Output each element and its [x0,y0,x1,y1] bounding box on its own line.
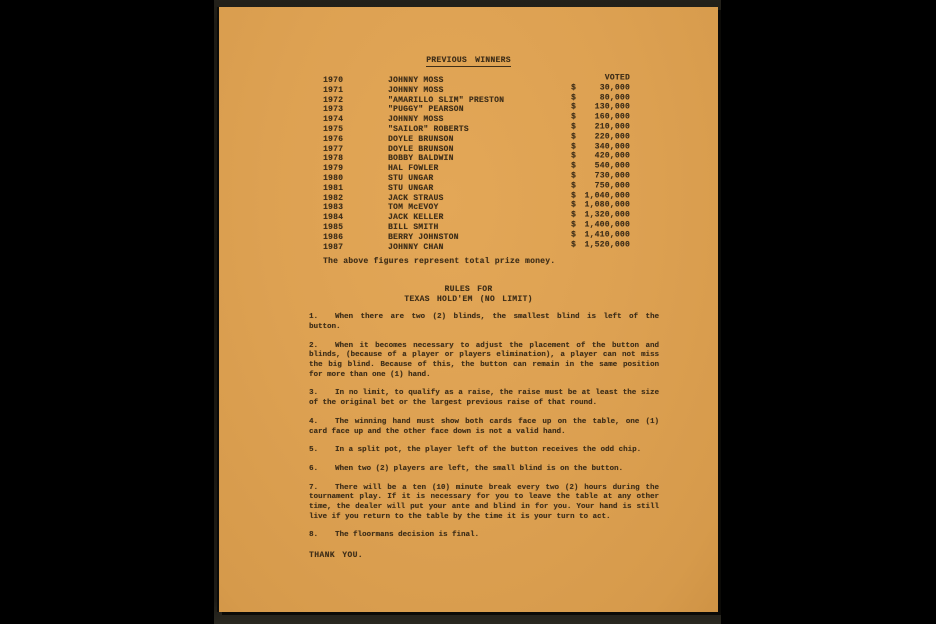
winner-row [219,171,718,184]
winner-name: BERRY JOHNSTON [388,232,459,242]
winner-row [219,132,718,145]
rule-item [309,313,659,332]
winner-year: 1983 [323,203,344,213]
winner-name: BOBBY BALDWIN [388,154,454,164]
winner-year: 1973 [323,105,344,115]
rule-item [309,465,659,475]
rule-text: There will be a ten (10) minute break every two (2) hours during the tournament play. If it is necessary for you to leave the table at any other time, the dealer will put your ante and blind in for you. Your hand is still live if you return to the table by the time it is your turn to act. [309,483,659,521]
winner-amount: 80,000 [599,93,630,103]
winner-row [219,220,718,233]
winner-amount: 210,000 [594,122,630,132]
rule-text: The floormans decision is final. [335,531,480,540]
winner-name: DOYLE BRUNSON [388,134,454,144]
winner-dollar: $ [571,122,577,132]
rule-item [309,389,659,408]
winner-amount: 130,000 [594,102,630,112]
winner-row [219,151,718,164]
winner-amount: 1,080,000 [584,200,630,210]
rule-text: When two (2) players are left, the small blind is on the button. [335,464,624,473]
winner-year: 1981 [323,183,344,193]
winner-amount: 1,410,000 [584,230,630,240]
winner-name: JOHNNY CHAN [388,242,444,252]
winner-dollar [571,74,584,84]
winner-row [219,161,718,174]
winner-year: 1984 [323,213,344,223]
rules-list [309,313,659,541]
winner-name: JOHNNY MOSS [388,85,444,95]
winner-year: 1978 [323,154,344,164]
winner-row [219,230,718,243]
winner-dollar: $ [571,151,577,161]
winner-row [219,181,718,194]
winner-dollar: $ [571,83,577,93]
winner-year: 1982 [323,193,344,203]
winner-amount: 750,000 [594,181,630,191]
winners-table [219,73,718,252]
rule-text: In no limit, to qualify as a raise, the raise must be at least the size of the original bet or the largest previous raise of that round. [309,389,659,408]
rule-text: When there are two (2) blinds, the smallest blind is left of the button. [309,313,659,331]
winner-name: "PUGGY" PEARSON [388,105,464,115]
closing-text: THANK YOU. [309,551,364,561]
winner-row [219,73,718,86]
rule-number: 8. [309,531,319,540]
winner-row [219,191,718,204]
winner-name: HAL FOWLER [388,164,439,174]
winner-name: STU UNGAR [388,173,434,183]
winner-row [219,83,718,96]
winner-name: TOM McEVOY [388,203,439,213]
winner-name: "AMARILLO SLIM" PRESTON [388,95,505,105]
winner-amount: 1,320,000 [584,210,630,220]
rule-text: In a split pot, the player left of the button receives the odd chip. [335,446,642,455]
rule-text: When it becomes necessary to adjust the placement of the button and blinds, (because of a player or players elimination), a player can not miss the big blind. Because of this, the button can remain in the same position for more than one (1) hand. [309,341,659,379]
winner-amount: 1,400,000 [584,220,630,230]
winner-dollar: $ [571,93,577,103]
winner-year: 1971 [323,85,344,95]
winner-name: DOYLE BRUNSON [388,144,454,154]
winner-amount: 420,000 [594,151,630,161]
rule-number: 5. [309,446,319,455]
winner-amount: 220,000 [594,132,630,142]
document-page [219,7,718,612]
rules-title-line1: RULES FOR [444,285,493,295]
winner-name: JACK KELLER [388,213,444,223]
winner-dollar: $ [571,171,577,181]
page-title: PREVIOUS WINNERS [426,56,511,65]
winner-dollar: $ [571,181,577,191]
winner-amount: 540,000 [594,161,630,171]
winner-year: 1970 [323,76,344,85]
winner-name: JOHNNY MOSS [388,115,444,125]
rule-number: 2. [309,341,319,350]
rule-number: 7. [309,483,319,492]
winner-dollar: $ [571,132,577,142]
rule-item [309,531,659,541]
winner-dollar: $ [571,102,577,112]
rule-number: 1. [309,313,319,322]
winner-row [219,102,718,115]
winner-amount: 730,000 [594,171,630,181]
winner-name: JOHNNY MOSS [388,76,444,85]
winner-amount: 160,000 [594,112,630,122]
winner-row [219,210,718,223]
winner-dollar: $ [571,191,577,201]
winner-amount: 1,520,000 [584,240,630,250]
rule-number: 3. [309,389,319,398]
rule-item [309,446,659,456]
winner-year: 1975 [323,124,344,134]
winner-dollar: $ [571,240,577,250]
winner-year: 1974 [323,115,344,125]
prize-note: The above figures represent total prize money. [323,257,556,267]
winner-amount: 340,000 [594,142,630,152]
winner-year: 1977 [323,144,344,154]
winner-year: 1985 [323,222,344,232]
winner-row [219,200,718,213]
winner-row [219,240,718,253]
winner-dollar: $ [571,200,577,210]
winner-name: STU UNGAR [388,183,434,193]
winner-year: 1972 [323,95,344,105]
winner-name: "SAILOR" ROBERTS [388,124,469,134]
rule-number: 4. [309,417,319,426]
winner-amount: VOTED [604,73,630,83]
winner-dollar: $ [571,161,577,171]
rule-number: 6. [309,464,319,473]
winner-dollar: $ [571,112,577,122]
winner-dollar: $ [571,210,577,220]
winner-year: 1987 [323,242,344,252]
winner-dollar: $ [571,230,577,240]
winner-row [219,122,718,135]
rules-title [219,285,718,305]
winner-year: 1976 [323,134,344,144]
winner-amount: 30,000 [599,83,630,93]
winner-name: JACK STRAUS [388,193,444,203]
winner-row [219,112,718,125]
rule-item [309,342,659,381]
winner-dollar: $ [571,142,577,152]
rule-item [309,418,659,437]
winner-year: 1980 [323,173,344,183]
winner-amount: 1,040,000 [584,191,630,201]
rule-text: The winning hand must show both cards face up on the table, one (1) card face up and the other face down is not a valid hand. [309,417,659,436]
rule-item [309,484,659,523]
winner-dollar: $ [571,220,577,230]
winner-year: 1979 [323,164,344,174]
winner-row [219,142,718,155]
rules-title-line2: TEXAS HOLD'EM (NO LIMIT) [404,294,533,304]
winner-name: BILL SMITH [388,222,439,232]
winner-year: 1986 [323,232,344,242]
title-row [219,7,718,66]
winner-row [219,93,718,106]
